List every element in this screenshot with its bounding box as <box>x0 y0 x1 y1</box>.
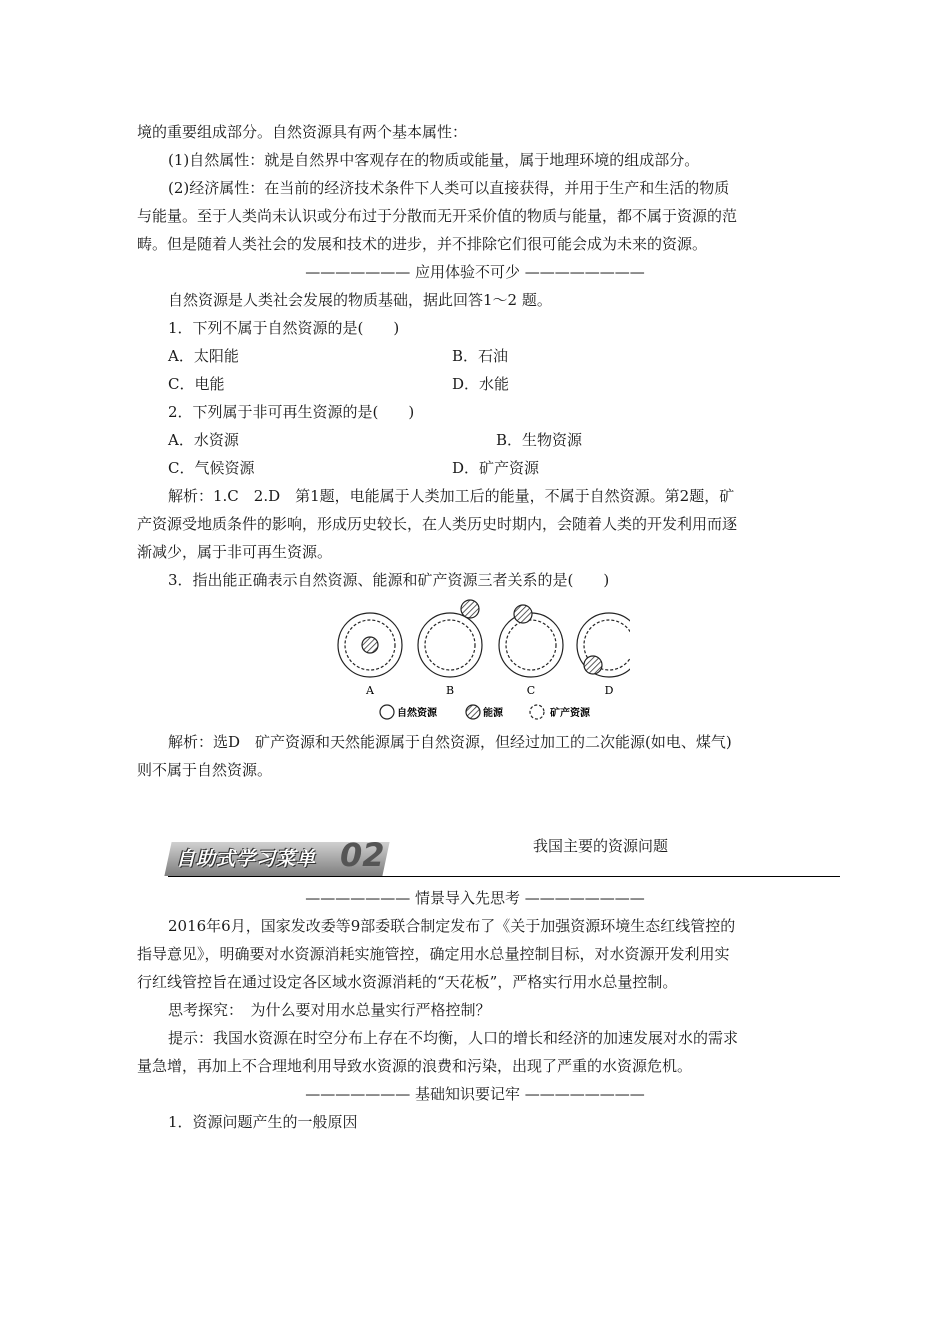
label-b: B <box>445 684 455 697</box>
banner-number: 02 <box>340 836 385 874</box>
label-c: C <box>526 684 536 697</box>
question-3: 3．指出能正确表示自然资源、能源和矿产资源三者关系的是( ) <box>168 571 610 589</box>
section-heading: ——————— 应用体验不可少 ———————— <box>305 263 645 281</box>
banner-label: 自助式学习菜单 <box>176 848 317 870</box>
option-a-figure <box>338 613 402 677</box>
text-line: 量急增，再加上不合理地利用导致水资源的浪费和污染，出现了严重的水资源危机。 <box>137 1057 693 1075</box>
text-line: 提示：我国水资源在时空分布上存在不均衡，人口的增长和经济的加速发展对水的需求 <box>168 1029 739 1047</box>
label-d: D <box>604 684 614 697</box>
text-line: 指导意见》，明确要对水资源消耗实施管控，确定用水总量控制目标，对水资源开发利用实 <box>137 945 730 963</box>
analysis-line: 产资源受地质条件的影响，形成历史较长，在人类历史时期内，会随着人类的开发利用而逐 <box>137 515 738 533</box>
text-line: 1．资源问题产生的一般原因 <box>168 1113 358 1131</box>
text-line: (1)自然属性：就是自然界中客观存在的物质或能量，属于地理环境的组成部分。 <box>168 151 700 169</box>
text-line: (2)经济属性：在当前的经济技术条件下人类可以直接获得，并用于生产和生活的物质 <box>168 179 730 197</box>
banner-rule <box>168 876 840 877</box>
section-heading: ——————— 情景导入先思考 ———————— <box>305 889 645 907</box>
option-c: C．电能 <box>168 375 225 393</box>
text-line: 与能量。至于人类尚未认识或分布过于分散而无开采价值的物质与能量，都不属于资源的范 <box>137 207 738 225</box>
legend-natural-resources: 自然资源 <box>397 708 437 719</box>
text-line: 畴。但是随着人类社会的发展和技术的进步，并不排除它们很可能会成为未来的资源。 <box>137 235 708 253</box>
label-a: A <box>366 684 374 697</box>
option-d-figure <box>577 613 630 677</box>
option-d: D．水能 <box>452 375 510 393</box>
text-line: 2016年6月，国家发改委等9部委联合制定发布了《关于加强资源环境生态红线管控的 <box>168 917 736 935</box>
question-2: 2．下列属于非可再生资源的是( ) <box>168 403 415 421</box>
resource-relationship-diagram <box>330 598 630 722</box>
text-line: 行红线管控旨在通过设定各区域水资源消耗的“天花板”，严格实行用水总量控制。 <box>137 973 678 991</box>
option-c: C．气候资源 <box>168 459 255 477</box>
analysis-line: 解析：选D 矿产资源和天然能源属于自然资源，但经过加工的二次能源(如电、煤气) <box>168 733 732 751</box>
option-b: B．生物资源 <box>496 431 583 449</box>
legend-mineral-resources: 矿产资源 <box>550 708 590 719</box>
question-1: 1．下列不属于自然资源的是( ) <box>168 319 400 337</box>
option-a: A．水资源 <box>168 431 239 449</box>
analysis-line: 解析：1.C 2.D 第1题，电能属于人类加工后的能量，不属于自然资源。第2题，矿 <box>168 487 735 505</box>
analysis-line: 则不属于自然资源。 <box>137 761 273 779</box>
legend-energy: 能源 <box>483 708 503 719</box>
option-a: A．太阳能 <box>168 347 239 365</box>
option-b: B．石油 <box>452 347 509 365</box>
option-b-figure <box>418 600 482 677</box>
text-line: 思考探究： 为什么要对用水总量实行严格控制？ <box>168 1001 491 1019</box>
option-d: D．矿产资源 <box>452 459 540 477</box>
section-title: 我国主要的资源问题 <box>533 837 669 855</box>
legend <box>380 705 591 719</box>
text-line: 境的重要组成部分。自然资源具有两个基本属性： <box>137 123 468 141</box>
option-c-figure <box>499 605 563 677</box>
analysis-line: 渐减少，属于非可再生资源。 <box>137 543 333 561</box>
text-line: 自然资源是人类社会发展的物质基础，据此回答1～2 题。 <box>168 291 552 309</box>
section-heading: ——————— 基础知识要记牢 ———————— <box>305 1085 645 1103</box>
